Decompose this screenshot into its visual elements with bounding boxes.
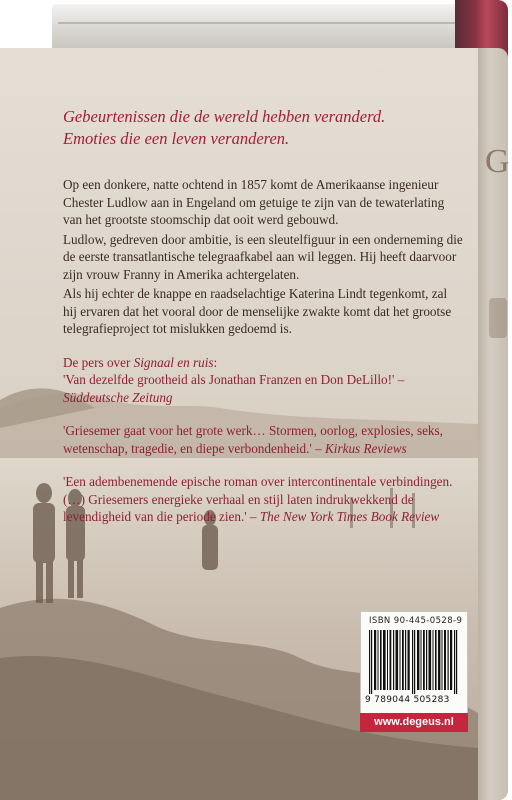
isbn-number: ISBN 90-445-0528-9 [369, 616, 463, 626]
barcode-label [360, 611, 468, 714]
quote-text: 'Een adembenemende epische roman over intercontinentale verbindingen. (…) Griesemers energieke verhaal en stijl laten indrukwekkend de levendigheid van die periode zien.' – [63, 474, 453, 524]
press-intro-end: : [213, 354, 218, 370]
quote-source: Süddeutsche Zeitung [63, 389, 173, 405]
press-quote-1 [63, 371, 463, 406]
quote-text: 'Van dezelfde grootheid als Jonathan Franzen en Don DeLillo!' – [63, 372, 405, 387]
book-title: Signaal en ruis [133, 354, 214, 370]
tagline [63, 106, 463, 150]
cover-text [63, 106, 463, 526]
quote-source: Kirkus Reviews [325, 440, 407, 456]
barcode-digits: 9 789044 505283 [365, 695, 450, 705]
synopsis-paragraph-1: Op een donkere, natte ochtend in 1857 komt de Amerikaanse ingenieur Chester Ludlow aan in Engeland om getuige te zijn van de tewaterlating van het grootste stoomschip dat ooit werd gebouwd. [63, 177, 445, 227]
page-edges [52, 4, 492, 52]
spine-decoration [489, 298, 507, 338]
spine-title: G [485, 143, 512, 180]
press-intro-text: De pers over [63, 354, 134, 370]
press-block [63, 354, 463, 407]
press-quote-2 [63, 422, 463, 457]
quote-text: 'Griesemer gaat voor het grote werk… Stormen, oorlog, explosies, seks, wetenschap, tragedie, en diepe verbondenheid.' – [63, 423, 443, 456]
publisher-url: www.degeus.nl [360, 713, 468, 732]
press-intro [63, 354, 463, 372]
tagline-line-1: Gebeurtenissen die de wereld hebben veranderd. [63, 107, 386, 126]
book-spine [475, 48, 512, 800]
synopsis-paragraph-3: Als hij echter de knappe en raadselachtige Katerina Lindt tegenkomt, zal hij ervaren dat het vooral door de menselijke zwakte komt dat het grootse telegrafieproject tot mislukken gedoemd is. [63, 286, 452, 336]
synopsis-paragraph-2: Ludlow, gedreven door ambitie, is een sleutelfiguur in een onderneming die de eerste transatlantische telegraafkabel aan wil leggen. Hij heeft daarvoor zijn vrouw Franny in Amerika achtergelaten. [63, 231, 463, 282]
tagline-line-2: Emoties die een leven veranderen. [63, 129, 290, 148]
press-quote-3 [63, 473, 463, 526]
quote-source: The New York Times Book Review [259, 509, 440, 524]
barcode-bars [369, 630, 459, 694]
